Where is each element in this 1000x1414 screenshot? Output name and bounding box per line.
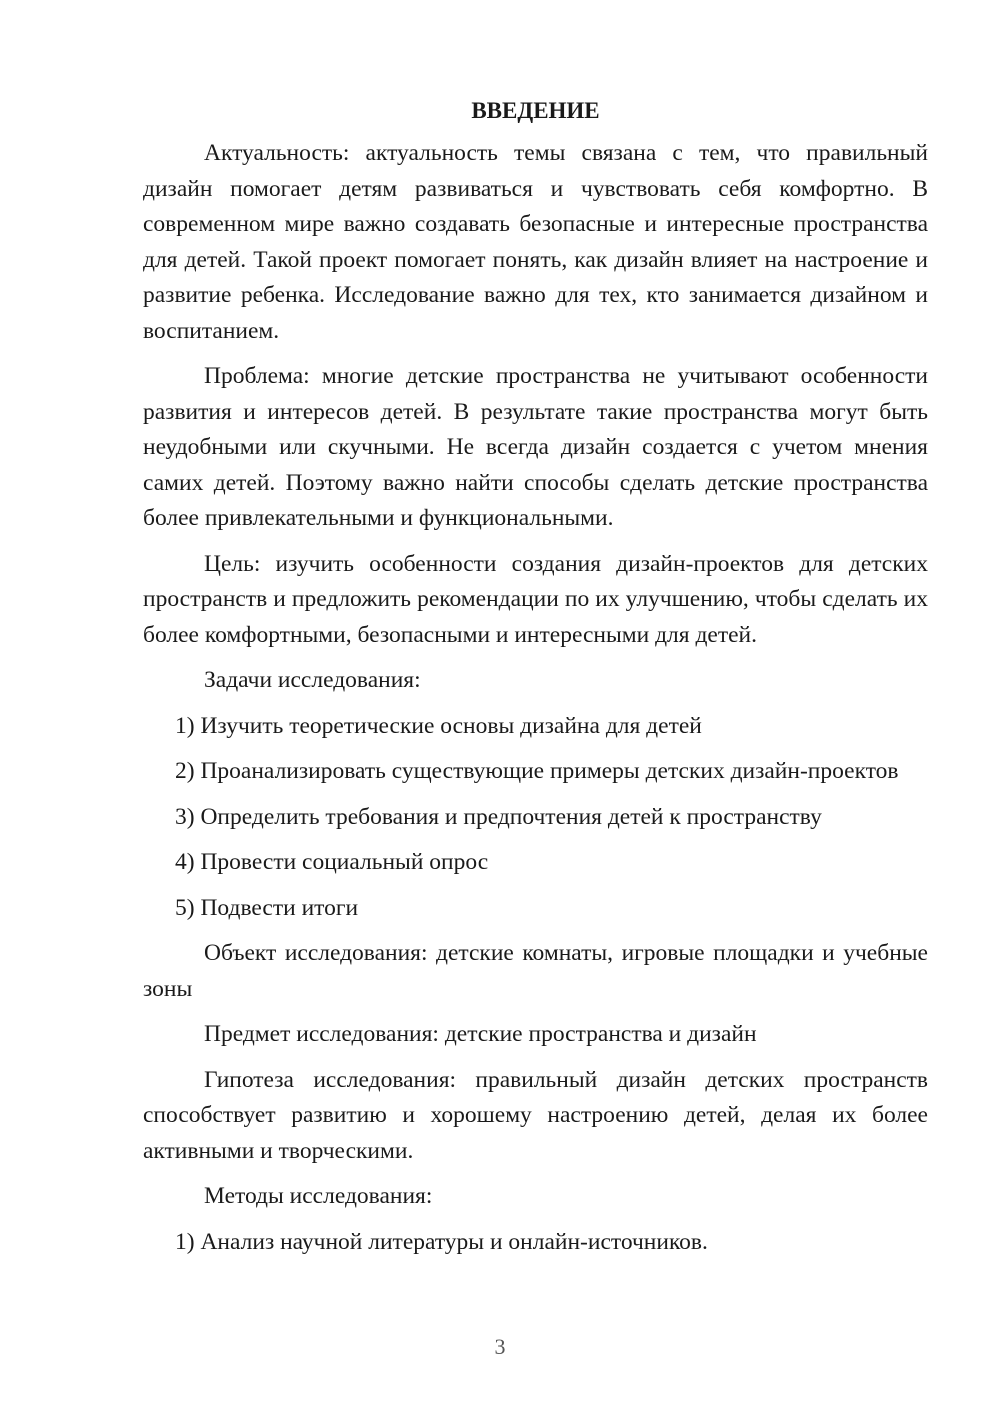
page-number: 3 [494, 1334, 506, 1359]
paragraph-problem: Проблема: многие детские пространства не учитывают особенности развития и интересов детей. В результате такие пространства могут быть неудобными или скучными. Не всегда дизайн создается с учетом мнения самих детей. Поэтому важно найти способы сделать детские пространства более привлекательными и функциональными. [143, 363, 928, 531]
task-item-2: 2) Проанализировать существующие примеры детских дизайн-проектов [175, 758, 899, 784]
paragraph-goal: Цель: изучить особенности создания дизайн-проектов для детских пространств и предложить рекомендации по их улучшению, чтобы сделать их более комфортными, безопасными и интересными для детей. [143, 550, 928, 648]
paragraph-subject: Предмет исследования: детские пространства и дизайн [204, 1021, 757, 1047]
section-title: ВВЕДЕНИЕ [471, 98, 600, 123]
task-item-5: 5) Подвести итоги [175, 894, 359, 921]
task-item-3: 3) Определить требования и предпочтения детей к пространству [175, 803, 822, 830]
paragraph-object: Объект исследования: детские комнаты, игровые площадки и учебные зоны [143, 940, 928, 1002]
paragraph-tasks-heading: Задачи исследования: [204, 667, 421, 693]
paragraph-relevance: Актуальность: актуальность темы связана с тем, что правильный дизайн помогает детям развиваться и чувствовать себя комфортно. В современном мире важно создавать безопасные и интересные пространства для детей. Такой проект помогает понять, как дизайн влияет на настроение и развитие ребенка. Исследование важно для тех, кто занимается дизайном и воспитанием. [143, 140, 928, 344]
method-item-1: 1) Анализ научной литературы и онлайн-источников. [175, 1228, 708, 1255]
paragraph-hypothesis: Гипотеза исследования: правильный дизайн детских пространств способствует развитию и хорошему настроению детей, делая их более активными и творческими. [143, 1066, 928, 1164]
document-page [143, 96, 928, 1270]
task-item-4: 4) Провести социальный опрос [175, 849, 489, 875]
task-item-1: 1) Изучить теоретические основы дизайна для детей [175, 712, 702, 739]
paragraph-methods-heading: Методы исследования: [204, 1183, 433, 1209]
